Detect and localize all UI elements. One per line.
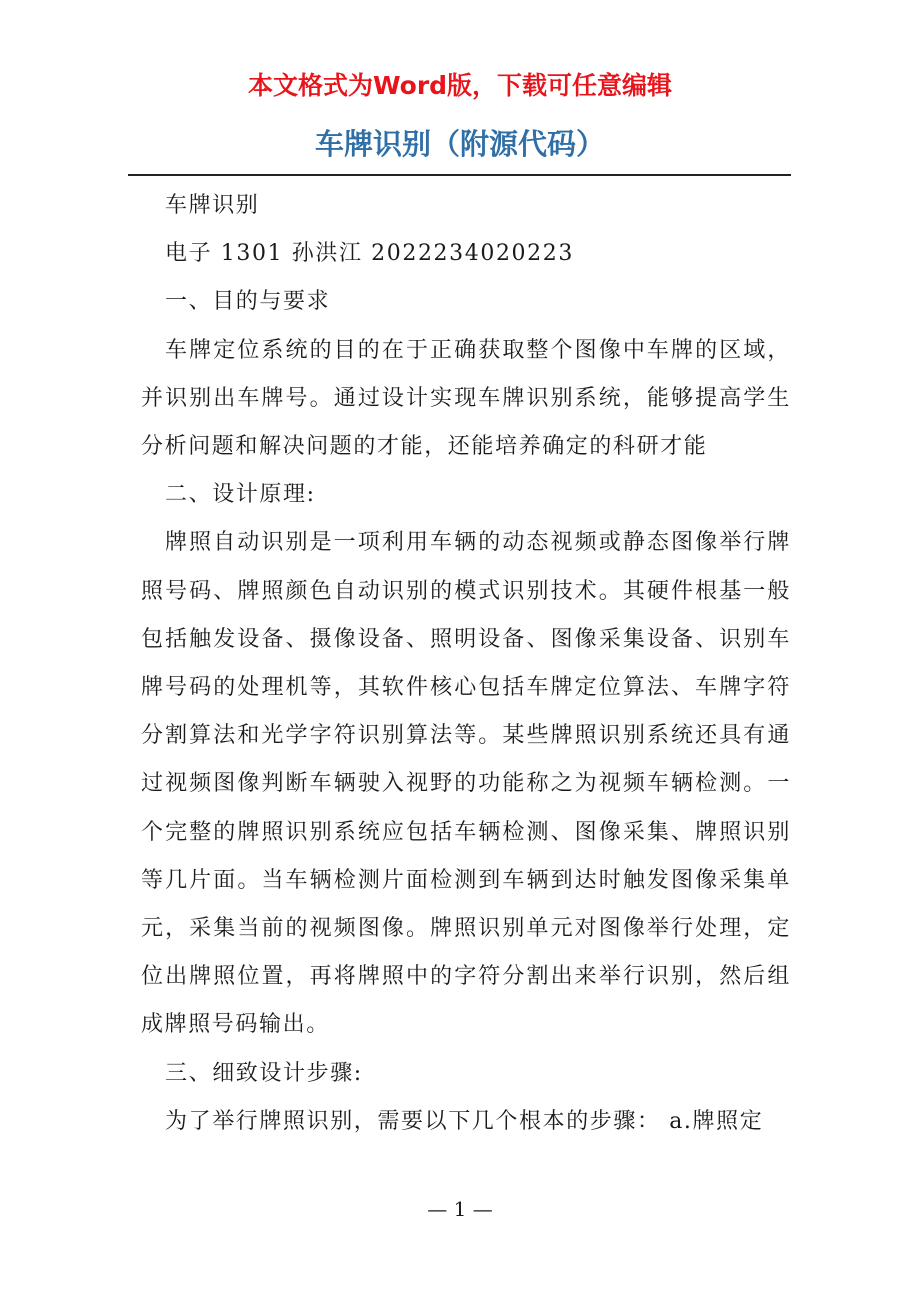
section2-paragraph: 牌照自动识别是一项利用车辆的动态视频或静态图像举行牌照号码、牌照颜色自动识别的模式识别技术。其硬件根基一般包括触发设备、摄像设备、照明设备、图像采集设备、识别车牌号码的处理机等，其软件核心包括车牌定位算法、车牌字符分割算法和光学字符识别算法等。某些牌照识别系统还具有通过视频图像判断车辆驶入视野的功能称之为视频车辆检测。一个完整的牌照识别系统应包括车辆检测、图像采集、牌照识别等几片面。当车辆检测片面检测到车辆到达时触发图像采集单元，采集当前的视频图像。牌照识别单元对图像举行处理，定位出牌照位置，再将牌照中的字符分割出来举行识别，然后组成牌照号码输出。 [141,530,791,1038]
page-number: — 1 — [427,1197,493,1221]
section1-paragraph: 车牌定位系统的目的在于正确获取整个图像中车牌的区域，并识别出车牌号。通过设计实现车牌识别系统，能够提高学生分析问题和解决问题的才能，还能培养确定的科研才能 [141,337,791,460]
section1-title: 一、目的与要求 [165,289,331,315]
body-heading: 车牌识别 [165,193,260,218]
document-body [141,182,791,1146]
section2-title: 二、设计原理: [165,482,316,508]
title-divider [128,174,791,176]
download-banner: 本文格式为Word版，下载可任意编辑 [247,71,673,100]
section3-title: 三、细致设计步骤: [165,1060,363,1086]
document-title: 车牌识别（附源代码） [314,127,605,161]
author-line: 电子 1301 孙洪江 2022234020223 [165,241,574,267]
section3-paragraph: 为了举行牌照识别，需要以下几个根本的步骤： a.牌照定 [165,1108,764,1134]
